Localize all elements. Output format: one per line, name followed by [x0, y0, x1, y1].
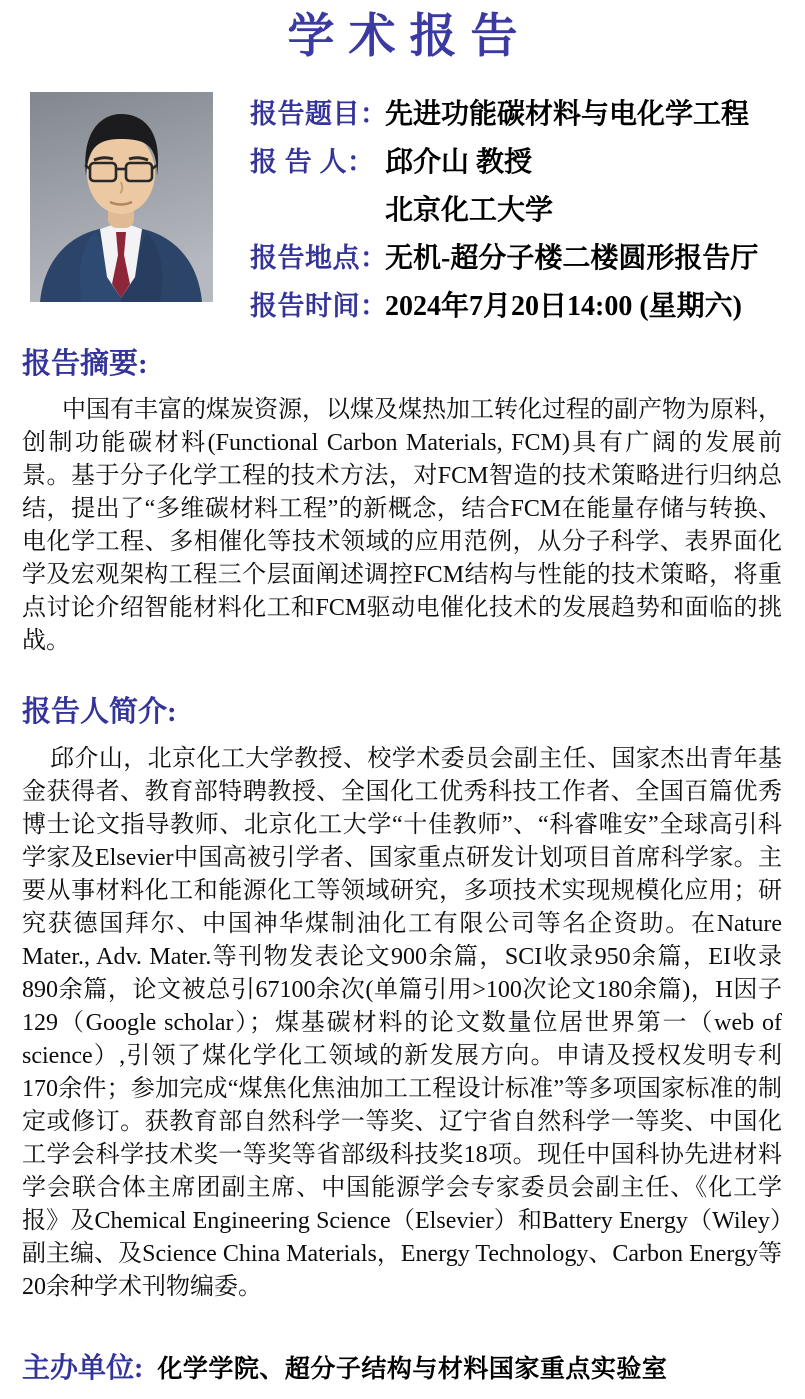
organizer-value: 化学学院、超分子结构与材料国家重点实验室 [157, 1356, 668, 1383]
organizer-label: 主办单位: [22, 1353, 144, 1384]
organizer-row [22, 1346, 783, 1386]
speaker-value: 邱介山 教授 [385, 147, 533, 178]
topic-value: 先进功能碳材料与电化学工程 [385, 99, 750, 130]
header-section [30, 92, 775, 332]
speaker-portrait-image [30, 92, 213, 302]
speaker-photo [30, 92, 213, 302]
info-row-speaker [250, 140, 775, 188]
affiliation-value: 北京化工大学 [385, 195, 554, 226]
abstract-paragraph: 中国有丰富的煤炭资源，以煤及煤热加工转化过程的副产物为原料，创制功能碳材料(Functional Carbon Materials, FCM)具有广阔的发展前景。基于分子化学工程的技术方法，对FCM智造的技术策略进行归纳总结，提出了“多维碳材料工程”的新概念，结合FCM在能量存储与转换、电化学工程、多相催化等技术领域的应用范例，从分子科学、表界面化学及宏观架构工程三个层面阐述调控FCM结构与性能的技术策略，将重点讨论介绍智能材料化工和FCM驱动电催化技术的发展趋势和面临的挑战。 [22, 397, 782, 654]
bio-paragraph: 邱介山，北京化工大学教授、校学术委员会副主任、国家杰出青年基金获得者、教育部特聘教授、全国化工优秀科技工作者、全国百篇优秀博士论文指导教师、北京化工大学“十佳教师”、“科睿唯安”全球高引科学家及Elsevier中国高被引学者、国家重点研发计划项目首席科学家。主要从事材料化工和能源化工等领域研究，多项技术实现规模化应用；研究获德国拜尔、中国神华煤制油化工有限公司等名企资助。在Nature Mater., Adv. Mater.等刊物发表论文900余篇，SCI收录950余篇，EI收录890余篇，论文被总引67100余次(单篇引用>100次论文180余篇)，H因子129（Google scholar）；煤基碳材料的论文数量位居世界第一（web of science）,引领了煤化学化工领域的新发展方向。申请及授权发明专利170余件；参加完成“煤焦化焦油加工工程设计标准”等多项国家标准的制定或修订。获教育部自然科学一等奖、辽宁省自然科学一等奖、中国化工学会科学技术奖一等奖等省部级科技奖18项。现任中国科协先进材料学会联合体主席团副主席、中国能源学会专家委员会副主任、《化工学报》及Chemical Engineering Science（Elsevier）和Battery Energy（Wiley）副主编、及Science China Materials，Energy Technology、Carbon Energy等20余种学术刊物编委。 [22, 746, 782, 1300]
time-value: 2024年7月20日14:00 (星期六) [385, 291, 742, 322]
location-label: 报告地点： [250, 243, 388, 273]
bio-heading: 报告人简介: [22, 696, 177, 728]
info-row-affiliation [250, 188, 775, 236]
page-title: 学术报告 [287, 11, 532, 63]
speaker-label: 报 告 人： [250, 147, 375, 177]
topic-label: 报告题目： [250, 99, 388, 129]
abstract-heading: 报告摘要: [22, 348, 148, 380]
info-row-topic [250, 92, 775, 140]
location-value: 无机-超分子楼二楼圆形报告厅 [385, 243, 759, 274]
info-row-time [250, 284, 775, 332]
seminar-info-list [250, 92, 775, 332]
info-row-location [250, 236, 775, 284]
time-label: 报告时间： [250, 291, 388, 321]
